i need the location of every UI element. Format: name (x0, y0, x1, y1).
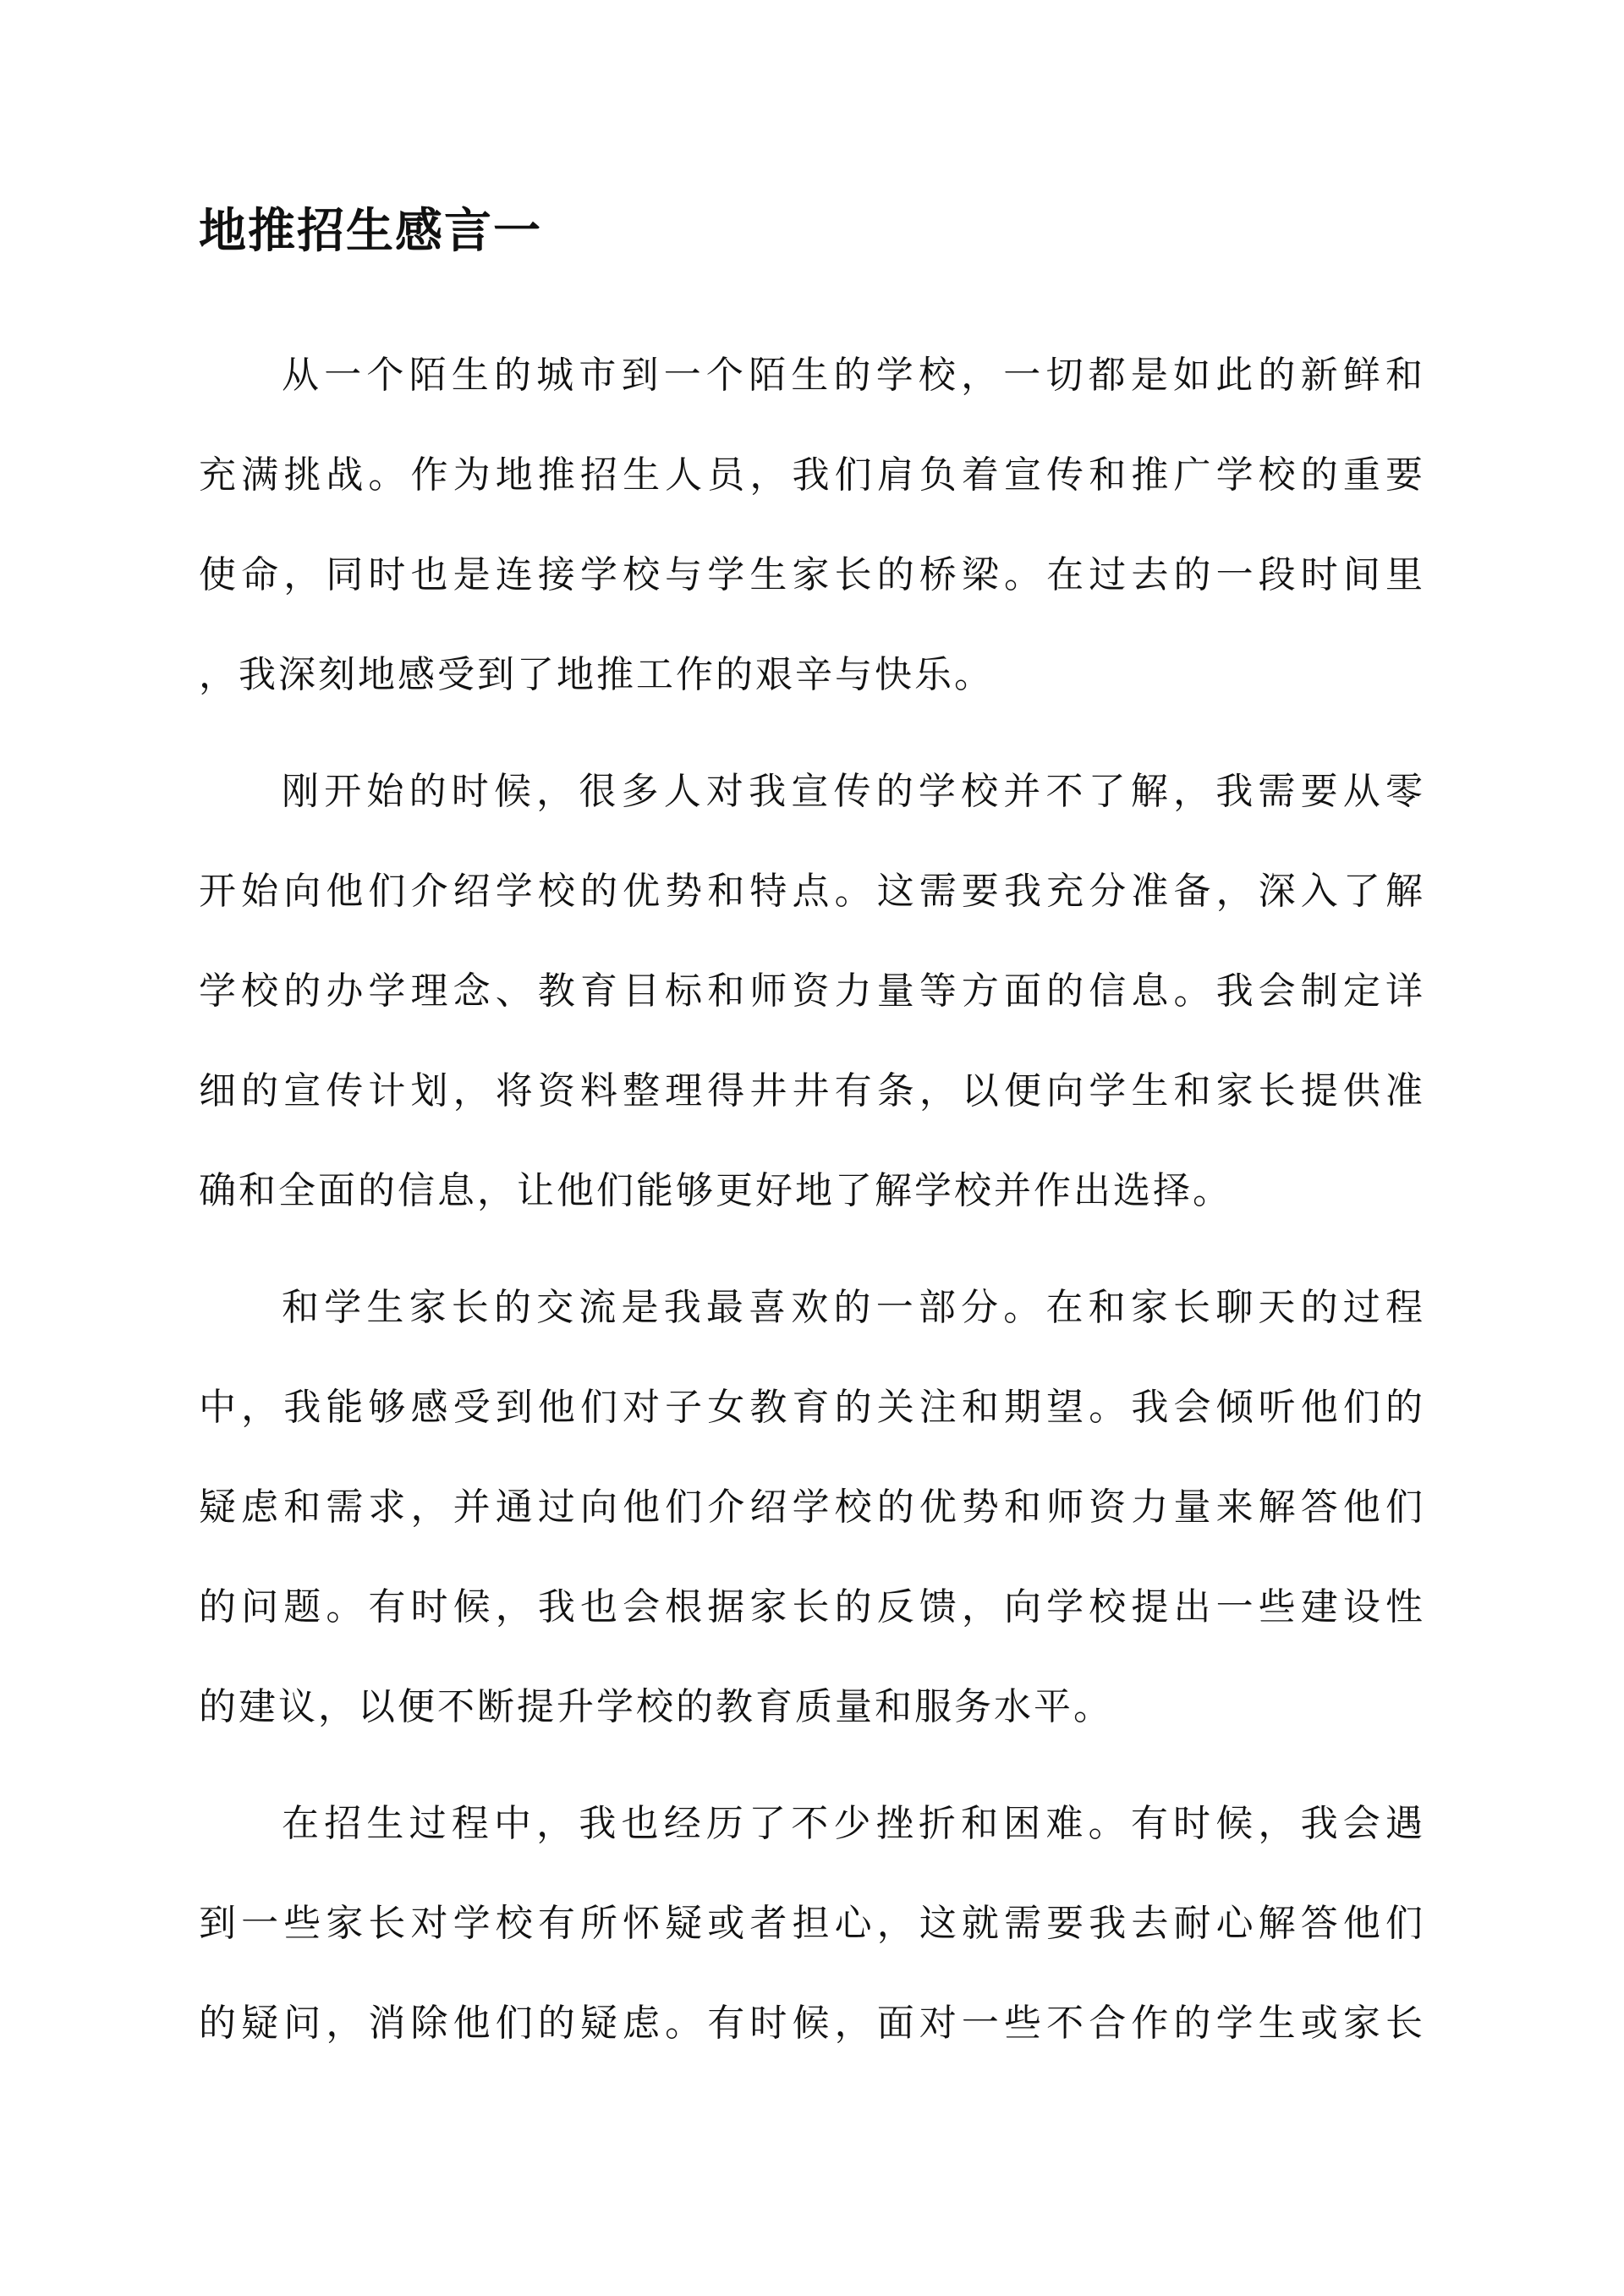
paragraph-line: 中，我能够感受到他们对子女教育的关注和期望。我会倾听他们的 (199, 1386, 1425, 1429)
paragraph-line: 开始向他们介绍学校的优势和特点。这需要我充分准备，深入了解 (199, 870, 1425, 913)
paragraph-line: 在招生过程中，我也经历了不少挫折和困难。有时候，我会遇 (282, 1802, 1425, 1845)
paragraph-line: 到一些家长对学校有所怀疑或者担心，这就需要我去耐心解答他们 (199, 1902, 1425, 1945)
paragraph-line: 从一个陌生的城市到一个陌生的学校，一切都是如此的新鲜和 (282, 354, 1425, 397)
paragraph-line: ，我深刻地感受到了地推工作的艰辛与快乐。 (199, 653, 994, 696)
paragraph-line: 刚开始的时候，很多人对我宣传的学校并不了解，我需要从零 (282, 770, 1425, 813)
paragraph-4 (199, 1799, 1425, 2098)
paragraph-line: 的疑问，消除他们的疑虑。有时候，面对一些不合作的学生或家长 (199, 2002, 1425, 2045)
paragraph-line: 的问题。有时候，我也会根据家长的反馈，向学校提出一些建设性 (199, 1585, 1425, 1629)
paragraph-line: 和学生家长的交流是我最喜欢的一部分。在和家长聊天的过程 (282, 1286, 1425, 1329)
paragraph-2 (199, 766, 1425, 1266)
paragraph-line: 疑虑和需求，并通过向他们介绍学校的优势和师资力量来解答他们 (199, 1486, 1425, 1529)
paragraph-line: 充满挑战。作为地推招生人员，我们肩负着宣传和推广学校的重要 (199, 453, 1425, 497)
paragraph-line: 学校的办学理念、教育目标和师资力量等方面的信息。我会制定详 (199, 969, 1425, 1013)
paragraph-line: 确和全面的信息，让他们能够更好地了解学校并作出选择。 (199, 1169, 1232, 1212)
paragraph-1 (199, 350, 1425, 750)
paragraph-line: 细的宣传计划，将资料整理得井井有条，以便向学生和家长提供准 (199, 1069, 1425, 1112)
paragraph-3 (199, 1283, 1425, 1782)
paragraph-line: 使命，同时也是连接学校与学生家长的桥梁。在过去的一段时间里 (199, 553, 1425, 596)
document-title: 地推招生感言一 (199, 203, 542, 259)
paragraph-line: 的建议，以便不断提升学校的教育质量和服务水平。 (199, 1685, 1113, 1728)
